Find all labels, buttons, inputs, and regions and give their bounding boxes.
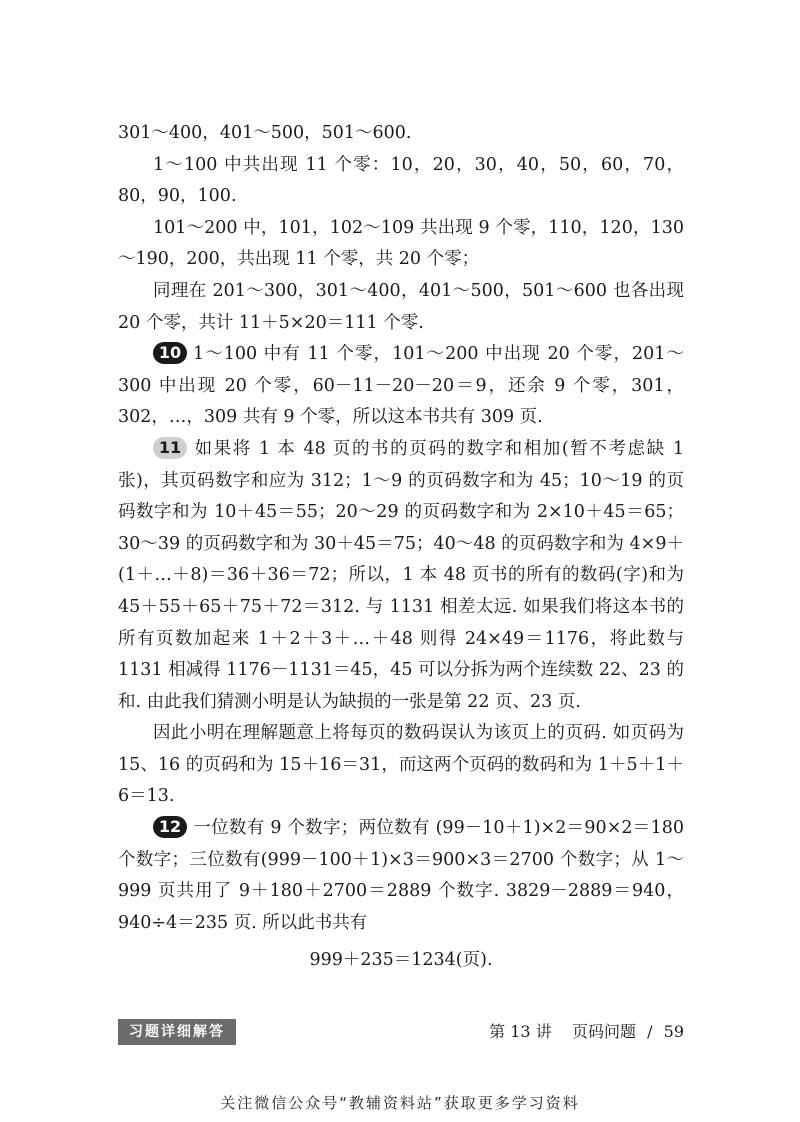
answer-10 [118, 339, 684, 434]
formula: 999＋235＝1234(页). [309, 950, 493, 971]
answer-11 [118, 434, 684, 718]
watermark-text: 关注微信公众号“教辅资料站”获取更多学习资料 [220, 1094, 580, 1112]
question-number-badge: 10 [153, 342, 187, 364]
chapter-title: 页码问题 [572, 1022, 637, 1041]
page-number: 59 [663, 1022, 684, 1041]
answer-text: 如果将 1 本 48 页的书的页码的数字和相加(暂不考虑缺 1 张)，其页码数字和应为 312；1～9 的页码数字和为 45；10～19 的页码数字和为 10＋45＝55；20～29 的页码数字和为 2×10＋45＝65；30～39 的页码数字和为 30＋45＝75；40～48 的页码数字和为 4×9＋(1＋…＋8)＝36＋36＝72；所以，1 本 48 页书的所有的数码(字)和为 45＋55＋65＋75＋72＝312. 与 1131 相差太远. 如果我们将这本书的所有页数加起来 1＋2＋3＋…＋48 则得 24×49＝1176，将此数与1131 相减得 1176－1131＝45，45 可以分拆为两个连续数 22、23 的和. 由此我们猜测小明是认为缺损的一张是第 22 页、23 页. [118, 438, 684, 712]
question-number-badge: 11 [153, 437, 187, 459]
page-body [118, 118, 684, 977]
paragraph: 1～100 中共出现 11 个零：10，20，30，40，50，60，70，80，90，100. [118, 154, 684, 207]
paragraph: 因此小明在理解题意上将每页的数码误认为该页上的页码. 如页码为 15、16 的页码和为 15＋16＝31，而这两个页码的数码和为 1＋5＋1＋6＝13. [118, 723, 684, 807]
paragraph: 301～400，401～500，501～600. [118, 123, 412, 143]
paragraph: 101～200 中，101，102～109 共出现 9 个零，110，120，130～190，200，共出现 11 个零，共 20 个零； [118, 217, 684, 270]
question-number-badge: 12 [153, 816, 187, 838]
section-label: 习题详细解答 [118, 1019, 236, 1045]
answer-12 [118, 813, 684, 939]
running-footer [489, 1019, 684, 1045]
chapter-number: 第 13 讲 [489, 1022, 552, 1041]
paragraph: 同理在 201～300，301～400，401～500，501～600 也各出现 20 个零，共计 11＋5×20＝111 个零. [118, 280, 684, 333]
footer-separator: / [647, 1022, 653, 1041]
answer-text: 1～100 中有 11 个零，101～200 中出现 20 个零，201～300 中出现 20 个零，60－11－20－20＝9，还余 9 个零，301，302，…，309 共有 9 个零，所以这本书共有 309 页. [118, 344, 684, 428]
answer-text: 一位数有 9 个数字；两位数有 (99－10＋1)×2＝90×2＝180 个数字；三位数有(999－100＋1)×3＝900×3＝2700 个数字；从 1～999 页共用了 9＋180＋2700＝2889 个数字. 3829－2889＝940，940÷4＝235 页. 所以此书共有 [118, 818, 684, 933]
